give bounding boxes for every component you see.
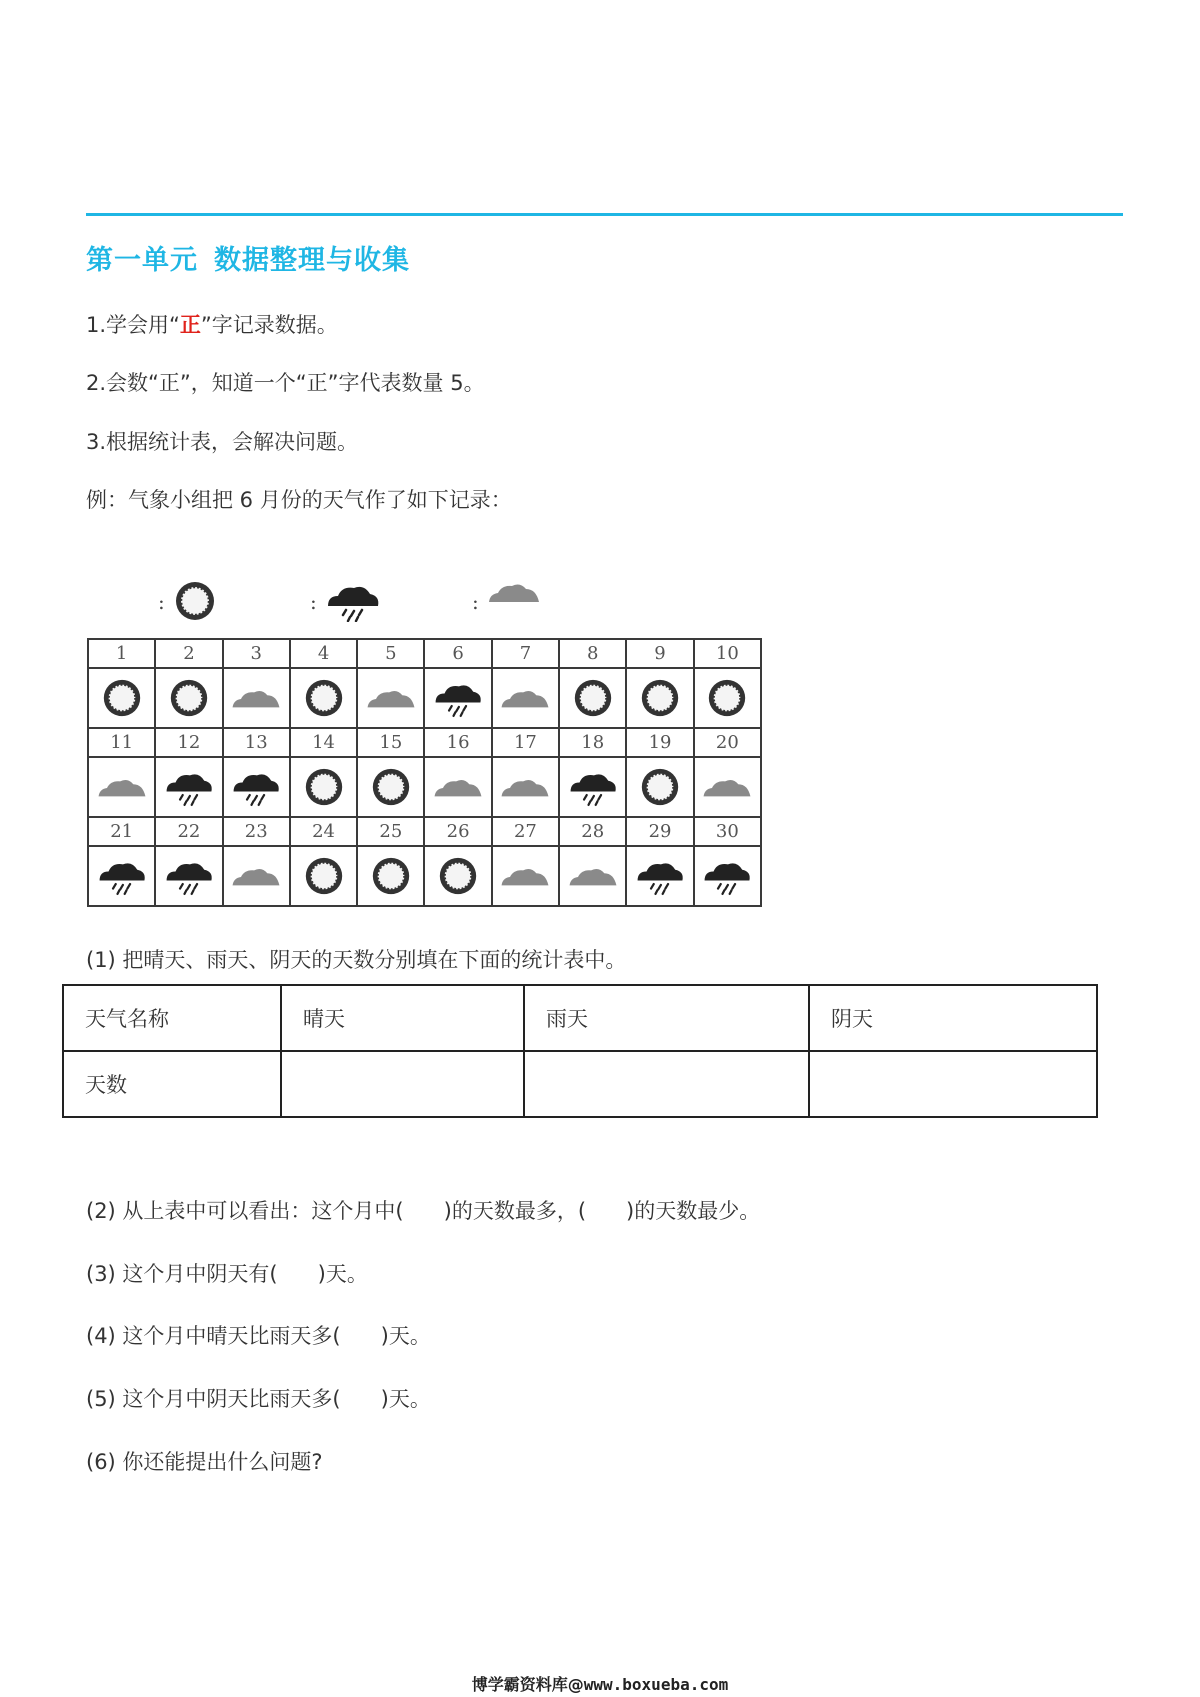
calendar-weather-cell	[88, 668, 155, 728]
overcast-cloud-icon	[498, 772, 552, 802]
sun-icon	[638, 765, 682, 809]
calendar-weather-cell	[694, 757, 761, 817]
overcast-cloud-icon	[229, 861, 283, 891]
footer-watermark	[0, 1672, 1200, 1695]
calendar-day-number: 13	[223, 728, 290, 757]
overcast-cloud-icon	[566, 861, 620, 891]
stats-header-cloudy: 阴天	[809, 985, 1097, 1051]
calendar-day-number: 20	[694, 728, 761, 757]
calendar-weather-cell	[155, 757, 222, 817]
rain-cloud-icon	[432, 677, 484, 719]
overcast-cloud-icon	[498, 683, 552, 713]
calendar-day-number: 21	[88, 817, 155, 846]
calendar-day-number: 17	[492, 728, 559, 757]
calendar-day-number: 18	[559, 728, 626, 757]
question-2: (2) 从上表中可以看出：这个月中( )的天数最多，( )的天数最少。	[86, 1199, 761, 1223]
rain-cloud-icon	[163, 855, 215, 897]
overcast-cloud-icon	[229, 683, 283, 713]
calendar-weather-cell	[492, 757, 559, 817]
calendar-day-number: 1	[88, 639, 155, 668]
calendar-day-number: 22	[155, 817, 222, 846]
footer-brand: 博学霸资料库@	[471, 1675, 584, 1694]
calendar-weather-cell	[492, 846, 559, 906]
rain-cloud-icon	[324, 580, 382, 622]
calendar-day-number: 14	[290, 728, 357, 757]
overcast-cloud-icon	[486, 576, 542, 608]
question-5: (5) 这个月中阴天比雨天多( )天。	[86, 1387, 431, 1411]
unit-label: 第一单元	[86, 245, 198, 276]
calendar-weather-cell	[88, 846, 155, 906]
header-rule	[86, 213, 1123, 216]
calendar-weather-cell	[559, 668, 626, 728]
calendar-day-number: 2	[155, 639, 222, 668]
calendar-weather-cell	[290, 846, 357, 906]
stats-sunny-days-cell[interactable]	[281, 1051, 524, 1117]
calendar-weather-cell	[424, 846, 491, 906]
calendar-weather-cell	[559, 846, 626, 906]
calendar-day-number: 5	[357, 639, 424, 668]
calendar-weather-cell	[626, 668, 693, 728]
zheng-character: 正	[179, 313, 201, 337]
calendar-day-number: 6	[424, 639, 491, 668]
calendar-weather-cell	[694, 846, 761, 906]
question-6: (6) 你还能提出什么问题?	[86, 1450, 323, 1474]
rain-cloud-icon	[567, 766, 619, 808]
calendar-day-number: 11	[88, 728, 155, 757]
calendar-day-number: 19	[626, 728, 693, 757]
overcast-cloud-icon	[498, 861, 552, 891]
sun-icon	[302, 676, 346, 720]
calendar-day-number: 8	[559, 639, 626, 668]
calendar-day-row	[88, 728, 761, 757]
calendar-weather-row	[88, 668, 761, 728]
question-3: (3) 这个月中阴天有( )天。	[86, 1262, 368, 1286]
rain-cloud-icon	[634, 855, 686, 897]
calendar-weather-cell	[626, 846, 693, 906]
stats-days-row	[63, 1051, 1097, 1117]
calendar-weather-cell	[626, 757, 693, 817]
sun-icon	[302, 854, 346, 898]
calendar-day-number: 24	[290, 817, 357, 846]
calendar-weather-cell	[424, 757, 491, 817]
calendar-weather-row	[88, 757, 761, 817]
calendar-weather-cell	[290, 757, 357, 817]
calendar-day-number: 23	[223, 817, 290, 846]
calendar-day-number: 27	[492, 817, 559, 846]
calendar-day-number: 28	[559, 817, 626, 846]
calendar-day-number: 16	[424, 728, 491, 757]
calendar-day-number: 10	[694, 639, 761, 668]
footer-site: www.boxueba.com	[583, 1675, 729, 1694]
calendar-weather-cell	[492, 668, 559, 728]
overcast-cloud-icon	[95, 772, 149, 802]
calendar-weather-cell	[155, 668, 222, 728]
calendar-weather-cell	[155, 846, 222, 906]
calendar-day-number: 30	[694, 817, 761, 846]
sun-icon	[172, 578, 218, 624]
stats-cloudy-days-cell[interactable]	[809, 1051, 1097, 1117]
sun-icon	[638, 676, 682, 720]
example-intro: 例：气象小组把 6 月份的天气作了如下记录：	[86, 488, 512, 512]
page-title	[86, 238, 410, 277]
calendar-day-number: 9	[626, 639, 693, 668]
calendar-weather-cell	[559, 757, 626, 817]
calendar-day-number: 15	[357, 728, 424, 757]
sun-icon	[436, 854, 480, 898]
objective-3: 3.根据统计表，会解决问题。	[86, 430, 359, 454]
calendar-weather-cell	[88, 757, 155, 817]
statistics-table	[62, 984, 1098, 1118]
stats-row-label: 天数	[63, 1051, 281, 1117]
calendar-day-number: 7	[492, 639, 559, 668]
calendar-weather-cell	[290, 668, 357, 728]
weather-legend: : : :	[150, 576, 580, 630]
calendar-weather-cell	[357, 668, 424, 728]
sun-icon	[369, 765, 413, 809]
rain-cloud-icon	[96, 855, 148, 897]
calendar-weather-cell	[357, 846, 424, 906]
calendar-day-number: 12	[155, 728, 222, 757]
calendar-weather-cell	[223, 757, 290, 817]
rain-cloud-icon	[163, 766, 215, 808]
unit-title: 数据整理与收集	[214, 245, 410, 276]
objective-2: 2.会数“正”，知道一个“正”字代表数量 5。	[86, 371, 485, 395]
calendar-day-number: 25	[357, 817, 424, 846]
calendar-weather-cell	[223, 846, 290, 906]
sun-icon	[100, 676, 144, 720]
calendar-day-number: 29	[626, 817, 693, 846]
sun-icon	[369, 854, 413, 898]
stats-header-name: 天气名称	[63, 985, 281, 1051]
rain-cloud-icon	[230, 766, 282, 808]
calendar-day-number: 3	[223, 639, 290, 668]
calendar-weather-cell	[694, 668, 761, 728]
rain-cloud-icon	[701, 855, 753, 897]
sun-icon	[302, 765, 346, 809]
sun-icon	[571, 676, 615, 720]
calendar-day-number: 4	[290, 639, 357, 668]
calendar-weather-cell	[223, 668, 290, 728]
stats-header-sunny: 晴天	[281, 985, 524, 1051]
objective-1: 1.学会用“正”字记录数据。	[86, 313, 338, 337]
question-4: (4) 这个月中晴天比雨天多( )天。	[86, 1324, 431, 1348]
stats-rainy-days-cell[interactable]	[524, 1051, 809, 1117]
overcast-cloud-icon	[431, 772, 485, 802]
calendar-day-row	[88, 639, 761, 668]
calendar-weather-row	[88, 846, 761, 906]
stats-header-row	[63, 985, 1097, 1051]
calendar-weather-cell	[424, 668, 491, 728]
calendar-day-row	[88, 817, 761, 846]
sun-icon	[167, 676, 211, 720]
overcast-cloud-icon	[364, 683, 418, 713]
weather-calendar	[87, 638, 762, 907]
overcast-cloud-icon	[700, 772, 754, 802]
stats-header-rainy: 雨天	[524, 985, 809, 1051]
calendar-day-number: 26	[424, 817, 491, 846]
sun-icon	[705, 676, 749, 720]
question-1: (1) 把晴天、雨天、阴天的天数分别填在下面的统计表中。	[86, 948, 627, 972]
calendar-weather-cell	[357, 757, 424, 817]
